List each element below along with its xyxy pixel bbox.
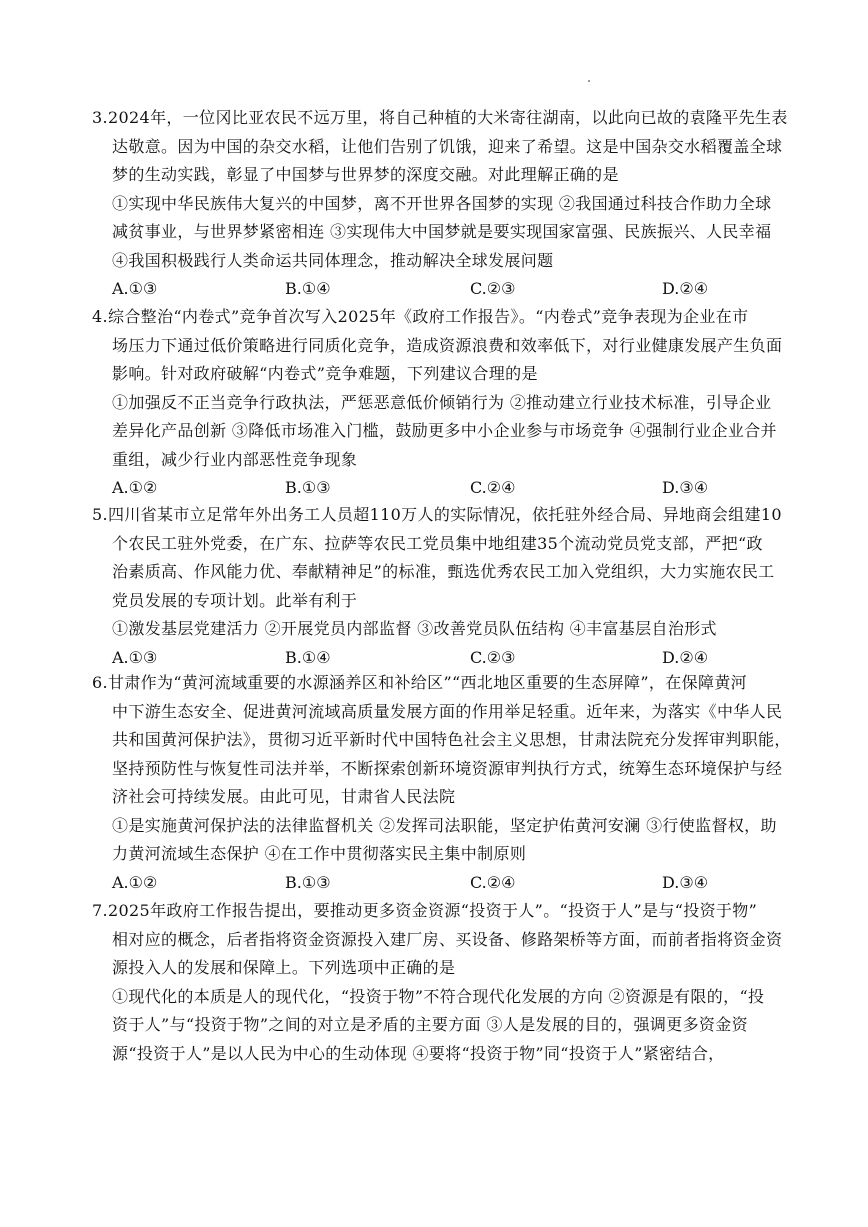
option-b: B.①④ bbox=[285, 647, 331, 667]
question-6-item-line-2: 力黄河流域生态保护 ④在工作中贯彻落实民主集中制原则 bbox=[112, 844, 527, 863]
question-6-options bbox=[92, 869, 812, 898]
option-c: C.②③ bbox=[470, 279, 516, 298]
question-3-item-line-1: ①实现中华民族伟大复兴的中国梦，离不开世界各国梦的实现 ②我国通过科技合作助力全球 bbox=[112, 193, 772, 213]
question-6-stem-line-1: 6.甘肃作为“黄河流域重要的水源涵养区和补给区”“西北地区重要的生态屏障”，在保障黄河 bbox=[92, 673, 748, 692]
question-3-options bbox=[92, 275, 812, 304]
scan-speck bbox=[588, 80, 590, 82]
question-7-item-line-3: 源“投资于人”是以人民为中心的生动体现 ④要将“投资于物”同“投资于人”紧密结合， bbox=[112, 1043, 725, 1063]
question-4-options bbox=[92, 474, 812, 503]
question-3-stem-line-1: 3.2024年，一位冈比亚农民不远万里，将自己种植的大米寄往湖南，以此向已故的袁隆平先生表 bbox=[92, 108, 788, 127]
question-7-stem-line-2: 相对应的概念，后者指将资金资源投入建厂房、买设备、修路架桥等方面，而前者指将资金资 bbox=[112, 929, 783, 949]
question-5-item-line-1: ①激发基层党建活力 ②开展党员内部监督 ③改善党员队伍结构 ④丰富基层自治形式 bbox=[112, 619, 717, 638]
question-7-item-line-1: ①现代化的本质是人的现代化，“投资于物”不符合现代化发展的方向 ②资源是有限的，“投 bbox=[112, 986, 765, 1006]
question-6-stem-line-4: 坚持预防性与恢复性司法并举，不断探索创新环境资源审判执行方式，统筹生态环境保护与经 bbox=[112, 758, 783, 778]
question-4-item-line-2: 差异化产品创新 ③降低市场准入门槛，鼓励更多中小企业参与市场竞争 ④强制行业企业合并 bbox=[112, 421, 777, 440]
option-d: D.③④ bbox=[662, 478, 709, 497]
question-3-item-line-3: ④我国积极践行人类命运共同体理念，推动解决全球发展问题 bbox=[112, 250, 554, 270]
question-5 bbox=[92, 501, 812, 672]
question-4-item-line-1: ①加强反不正当竞争行政执法，严惩恶意低价倾销行为 ②推动建立行业技术标准，引导企业 bbox=[112, 392, 772, 412]
option-c: C.②③ bbox=[470, 647, 516, 667]
option-b: B.①③ bbox=[285, 872, 331, 892]
question-6-item-line-1: ①是实施黄河保护法的法律监督机关 ②发挥司法职能，坚定护佑黄河安澜 ③行使监督权，助 bbox=[112, 815, 777, 835]
question-6-stem-line-3: 共和国黄河保护法》，贯彻习近平新时代中国特色社会主义思想，甘肃法院充分发挥审判职能， bbox=[112, 730, 791, 749]
question-3-item-line-2: 减贫事业，与世界梦紧密相连 ③实现伟大中国梦就是要实现国家富强、民族振兴、人民幸福 bbox=[112, 222, 772, 241]
question-5-options bbox=[92, 644, 812, 673]
question-4-item-line-3: 重组，减少行业内部恶性竞争现象 bbox=[112, 449, 358, 469]
option-c: C.②④ bbox=[470, 872, 516, 892]
question-5-stem-line-1: 5.四川省某市立足常年外出务工人员超110万人的实际情况，依托驻外经合局、异地商会组建10 bbox=[92, 505, 782, 524]
question-3 bbox=[92, 104, 812, 304]
question-4 bbox=[92, 303, 812, 503]
option-d: D.③④ bbox=[662, 872, 709, 892]
option-b: B.①③ bbox=[285, 478, 331, 497]
question-6-stem-line-2: 中下游生态安全、促进黄河流域高质量发展方面的作用举足轻重。近年来，为落实《中华人民 bbox=[112, 701, 783, 721]
question-7 bbox=[92, 897, 812, 1068]
question-4-stem-line-3: 影响。针对政府破解“内卷式”竞争难题，下列建议合理的是 bbox=[112, 364, 538, 383]
option-a: A.①② bbox=[112, 872, 158, 892]
question-4-stem-line-2: 场压力下通过低价策略进行同质化竞争，造成资源浪费和效率低下，对行业健康发展产生负面 bbox=[112, 335, 783, 355]
question-5-stem-line-3: 治素质高、作风能力优、奉献精神足”的标准，甄选优秀农民工加入党组织，大力实施农民工 bbox=[112, 562, 775, 581]
option-b: B.①④ bbox=[285, 279, 331, 298]
question-6 bbox=[92, 669, 812, 897]
question-7-item-line-2: 资于人”与“投资于物”之间的对立是矛盾的主要方面 ③人是发展的目的，强调更多资金资 bbox=[112, 1015, 748, 1034]
option-a: A.①② bbox=[112, 478, 158, 497]
question-5-stem-line-4: 党员发展的专项计划。此举有利于 bbox=[112, 590, 358, 610]
question-6-stem-line-5: 济社会可持续发展。由此可见，甘肃省人民法院 bbox=[112, 787, 456, 806]
option-a: A.①③ bbox=[112, 647, 158, 667]
option-d: D.②④ bbox=[662, 279, 709, 298]
question-7-stem-line-3: 源投入人的发展和保障上。下列选项中正确的是 bbox=[112, 958, 456, 977]
question-5-stem-line-2: 个农民工驻外党委，在广东、拉萨等农民工党员集中地组建35个流动党员党支部，严把“政 bbox=[112, 533, 763, 553]
option-d: D.②④ bbox=[662, 647, 709, 667]
question-3-stem-line-3: 梦的生动实践，彰显了中国梦与世界梦的深度交融。对此理解正确的是 bbox=[112, 165, 619, 184]
option-c: C.②④ bbox=[470, 478, 516, 497]
option-a: A.①③ bbox=[112, 279, 158, 298]
question-4-stem-line-1: 4.综合整治“内卷式”竞争首次写入2025年《政府工作报告》。“内卷式”竞争表现为企业在市 bbox=[92, 307, 749, 326]
question-7-stem-line-1: 7.2025年政府工作报告提出，要推动更多资金资源“投资于人”。“投资于人”是与“投资于物” bbox=[92, 901, 758, 920]
question-3-stem-line-2: 达敬意。因为中国的杂交水稻，让他们告别了饥饿，迎来了希望。这是中国杂交水稻覆盖全球 bbox=[112, 136, 783, 156]
